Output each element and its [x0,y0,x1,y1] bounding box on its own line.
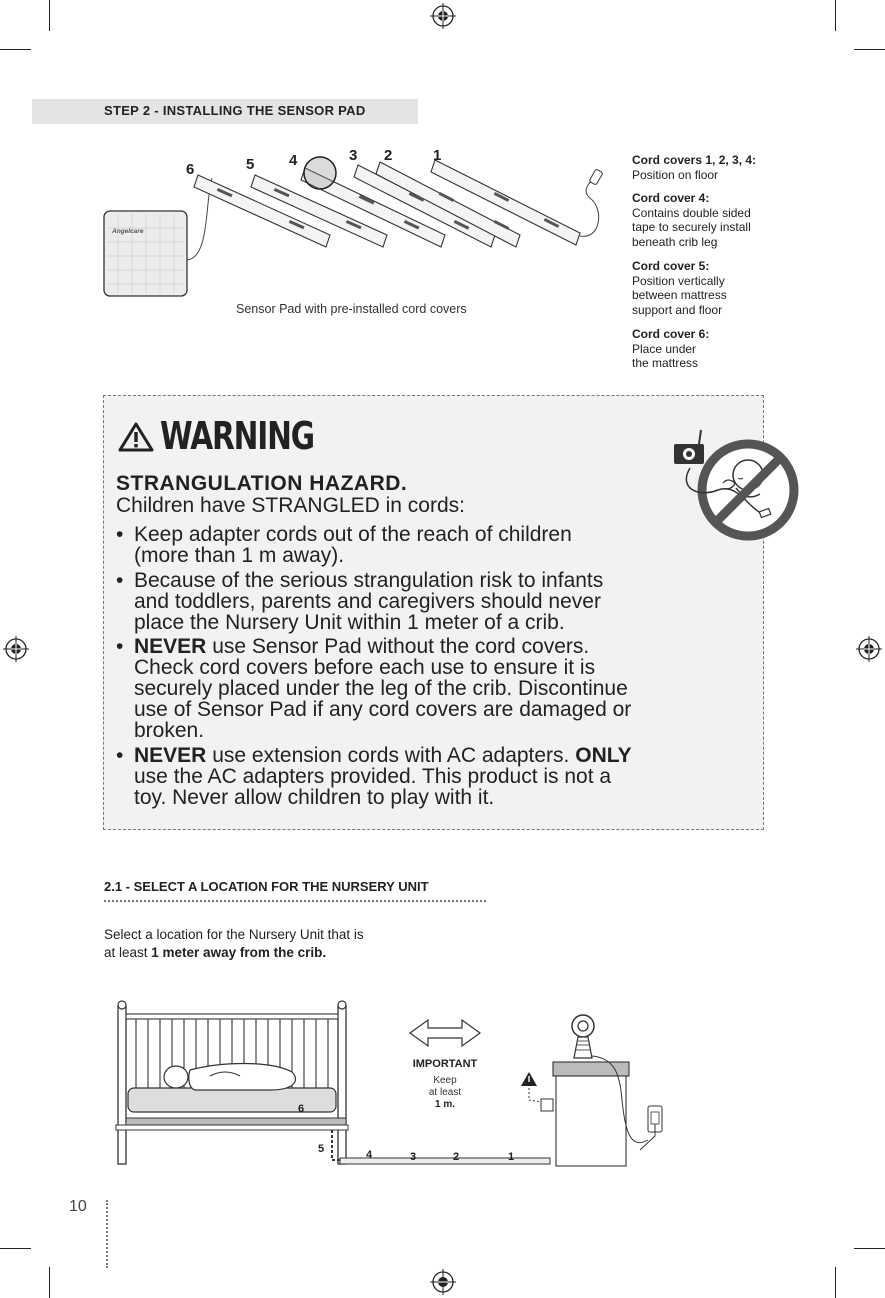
section-text-line: at least [104,945,152,960]
cord-cover-note [632,259,792,317]
cord-cover-note [632,327,792,371]
warning-line: and toddlers, parents and caregivers should never [134,589,601,613]
warning-line: Keep adapter cords out of the reach of children [134,523,572,546]
cord-cover-note-title: Cord cover 4: [632,191,710,205]
warning-line: use extension cords with AC adapters. [206,743,576,767]
cord-cover-note-line: Place under [632,341,697,356]
warning-emphasis: NEVER [134,743,207,767]
hazard-subtitle: Children have STRANGLED in cords: [116,494,465,517]
crop-mark [49,1267,50,1298]
crop-mark [854,49,885,50]
cord-cover-note [632,153,792,182]
step-title: STEP 2 - INSTALLING THE SENSOR PAD [104,103,366,118]
cord-cover-note-line: Contains double sided [632,205,751,220]
page-number: 10 [69,1198,87,1215]
warning-line: Check cord covers before each use to ensure it is [134,656,596,679]
at-least-label: at least [428,1087,462,1098]
cord-cover-note-line: support and floor [632,302,723,317]
cord-cover-note-title: Cord cover 6: [632,327,710,341]
crop-mark [49,0,50,31]
pad-logo: Angelcare [112,228,144,235]
diagram-caption: Sensor Pad with pre-installed cord covers [236,302,467,316]
crib-distance-diagram [110,1000,670,1172]
warning-line: toy. Never allow children to play with it. [134,785,495,809]
warning-line: use the AC adapters provided. This product is not a [134,764,612,788]
keep-label: Keep [433,1075,457,1086]
crop-mark [0,49,31,50]
cover-number-3: 3 [349,147,358,164]
crop-mark [0,1248,31,1249]
cord-cover-note-line: between mattress [632,288,727,302]
cover-number-1: 1 [433,147,442,164]
cover-number-5: 5 [246,156,255,173]
distance-label: 1 m. [434,1099,456,1110]
warning-item [116,745,761,808]
crop-mark [835,1267,836,1298]
registration-mark-icon [3,636,29,662]
sensor-pad-diagram [100,140,620,305]
section-text [104,926,364,962]
warning-item [116,524,761,566]
cord-cover-note-title: Cord covers 1, 2, 3, 4: [632,153,757,167]
warning-list [116,524,761,811]
section-text-line: Select a location for the Nursery Unit that is [104,927,364,942]
warning-emphasis: NEVER [134,635,207,658]
warning-line: place the Nursery Unit within 1 meter of a crib. [134,610,565,634]
bottom-number-4: 4 [366,1149,373,1161]
bottom-number-5: 5 [318,1143,325,1155]
cover-number-2: 2 [384,147,393,164]
section-title: 2.1 - SELECT A LOCATION FOR THE NURSERY UNIT [104,879,429,894]
registration-mark-icon [856,636,882,662]
bottom-number-3: 3 [410,1151,417,1163]
section-text-emphasis: 1 meter away from the crib. [151,945,327,960]
warning-line: use of Sensor Pad if any cord covers are damaged or [134,698,632,721]
warning-title: WARNING [160,414,314,458]
hazard-heading: STRANGULATION HAZARD. [116,472,408,495]
crop-mark [854,1248,885,1249]
warning-triangle-icon [118,422,154,452]
cover-number-6: 6 [186,161,195,178]
bottom-number-2: 2 [453,1151,460,1163]
section-divider [104,900,486,902]
warning-item [116,636,761,741]
cord-cover-note-line: Position vertically [632,273,725,288]
cord-cover-note [632,191,792,249]
bottom-number-6: 6 [298,1103,305,1115]
warning-line: (more than 1 m away). [134,544,345,567]
cord-cover-note-title: Cord cover 5: [632,259,710,273]
cord-cover-note-line: Position on floor [632,167,719,182]
registration-mark-icon [430,3,456,29]
crop-mark [835,0,836,31]
warning-line: use Sensor Pad without the cord covers. [206,635,590,658]
bottom-number-1: 1 [508,1151,515,1163]
cord-cover-note-line: tape to securely install [632,220,751,234]
warning-line: securely placed under the leg of the crib. Discontinue [134,677,628,700]
page-number-divider [106,1200,108,1268]
warning-line: Because of the serious strangulation risk to infants [134,568,604,592]
warning-item [116,570,761,633]
cover-number-4: 4 [289,152,298,169]
cord-cover-note-line: beneath crib leg [632,234,718,249]
warning-line: broken. [134,719,205,742]
registration-mark-icon [430,1269,456,1295]
important-label: IMPORTANT [412,1058,478,1070]
cord-cover-note-line: the mattress [632,356,699,370]
warning-emphasis: ONLY [575,743,632,767]
